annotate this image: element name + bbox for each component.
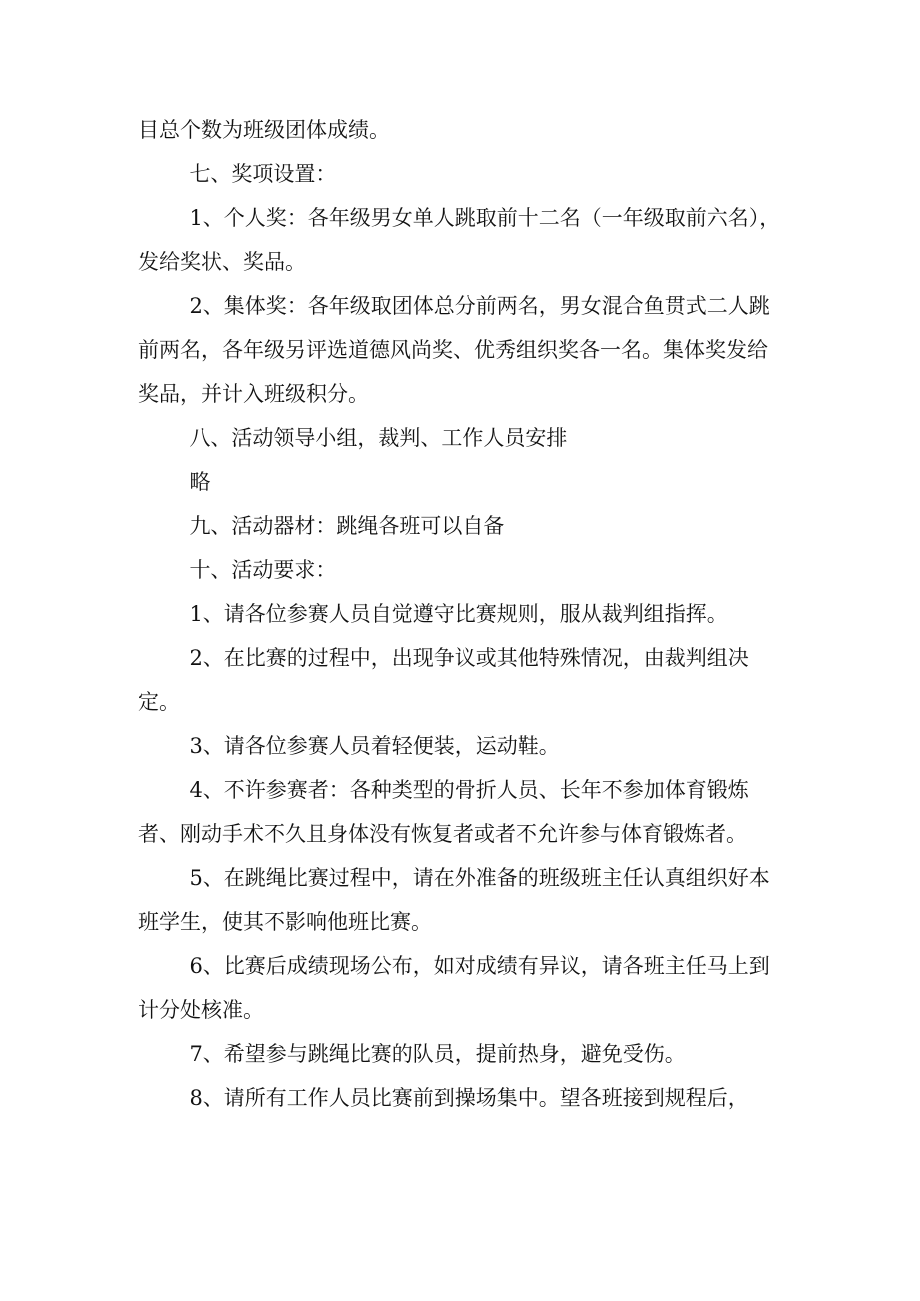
requirement-item-3: 3、请各位参赛人员着轻便装，运动鞋。	[189, 734, 560, 758]
requirement-item-1: 1、请各位参赛人员自觉遵守比赛规则，服从裁判组指挥。	[189, 602, 728, 626]
requirement-item-8: 8、请所有工作人员比赛前到操场集中。望各班接到规程后，	[189, 1086, 749, 1110]
requirement-item-7: 7、希望参与跳绳比赛的队员，提前热身，避免受伤。	[189, 1042, 686, 1066]
document-body	[138, 108, 788, 1120]
requirement-item-2: 2、在比赛的过程中，出现争议或其他特殊情况，由裁判组决定。	[138, 646, 749, 714]
paragraph-omitted: 略	[189, 470, 211, 494]
section-heading-equipment: 九、活动器材：跳绳各班可以自备	[189, 514, 505, 538]
requirement-item-5: 5、在跳绳比赛过程中，请在外准备的班级班主任认真组织好本班学生，使其不影响他班比赛。	[138, 866, 770, 934]
paragraph-individual-award: 1、个人奖：各年级男女单人跳取前十二名（一年级取前六名），发给奖状、奖品。	[138, 206, 781, 274]
section-heading-awards: 七、奖项设置：	[189, 162, 337, 186]
requirement-item-4: 4、不许参赛者：各种类型的骨折人员、长年不参加体育锻炼者、刚动手术不久且身体没有恢复者或者不允许参与体育锻炼者。	[138, 778, 749, 846]
section-heading-leadership: 八、活动领导小组，裁判、工作人员安排	[189, 426, 568, 450]
section-heading-requirements: 十、活动要求：	[189, 558, 337, 582]
paragraph-continuation: 目总个数为班级团体成绩。	[138, 118, 390, 142]
requirement-item-6: 6、比赛后成绩现场公布，如对成绩有异议，请各班主任马上到计分处核准。	[138, 954, 770, 1022]
paragraph-group-award: 2、集体奖：各年级取团体总分前两名，男女混合鱼贯式二人跳前两名，各年级另评选道德风尚奖、优秀组织奖各一名。集体奖发给奖品，并计入班级积分。	[138, 294, 770, 406]
